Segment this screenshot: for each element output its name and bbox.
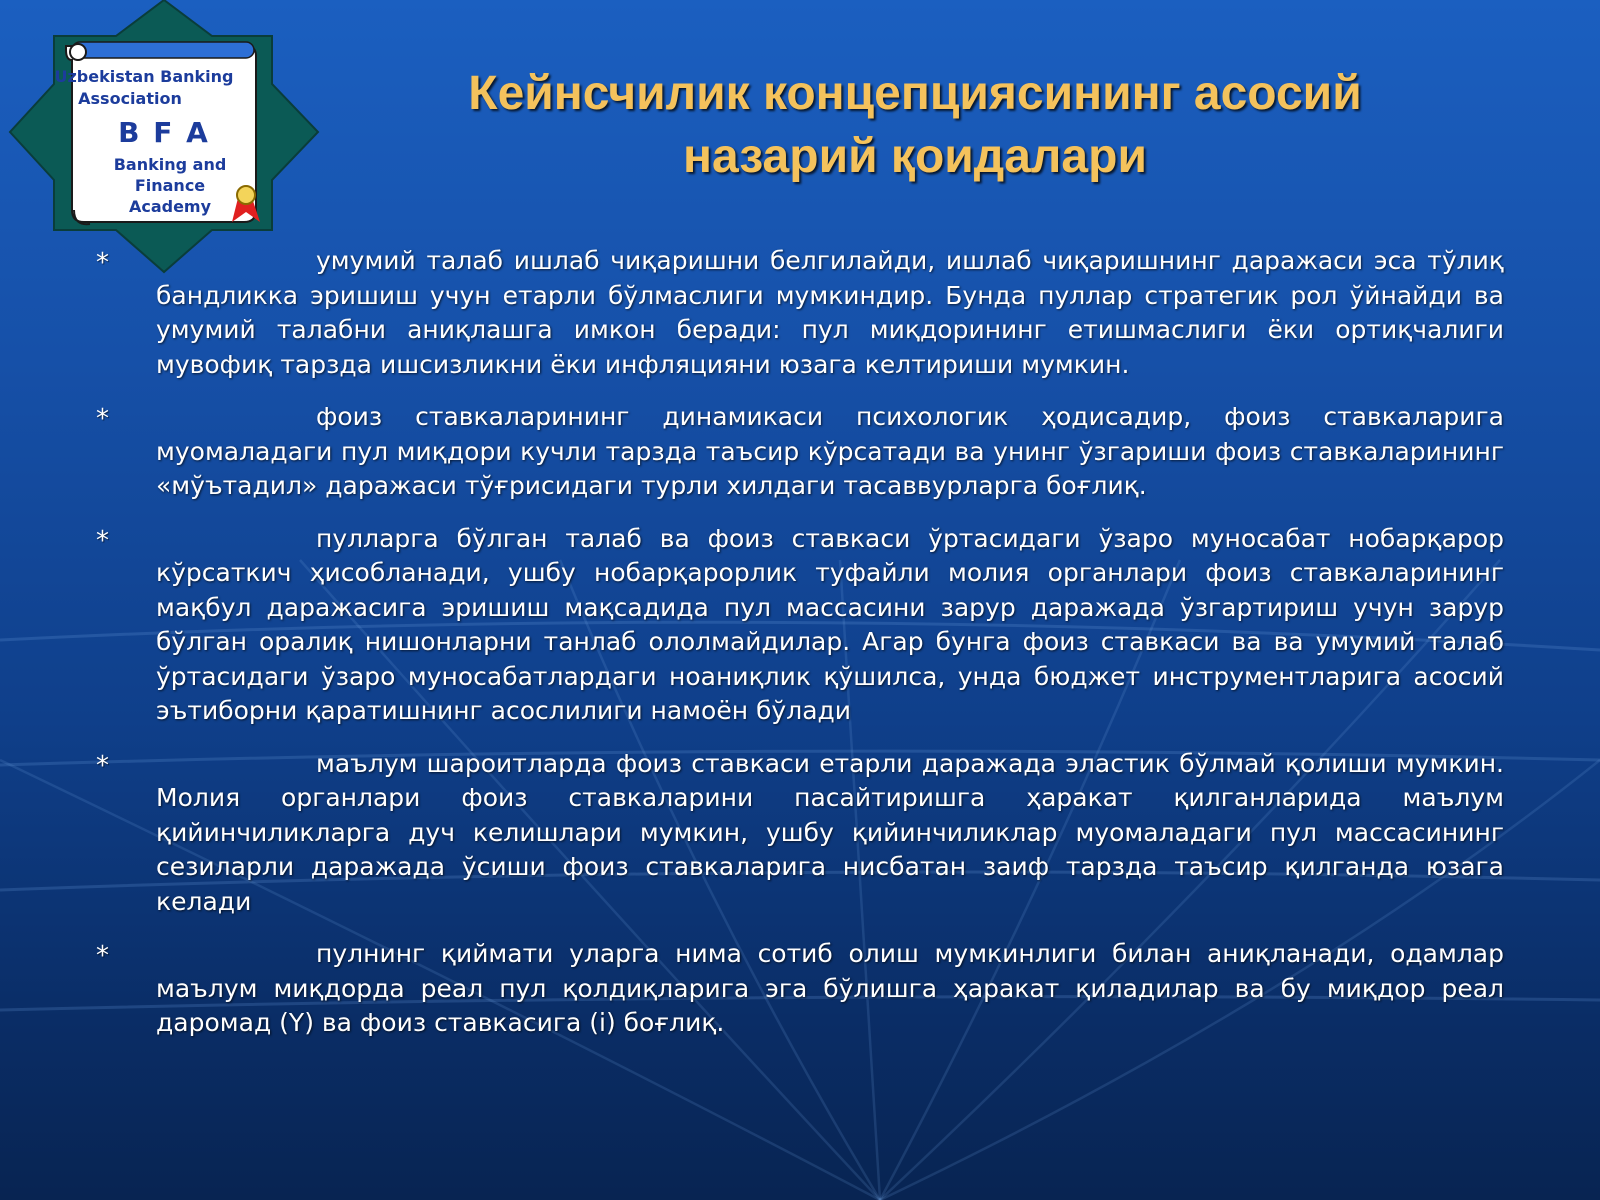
bullet-item <box>0 244 1600 382</box>
bullet-text: пулнинг қиймати уларга нима сотиб олиш мумкинлиги билан аниқланади, одамлар маълум миқдорда реал пул қолдиқларига эга бўлишга ҳаракат қиладилар ва бу миқдор реал даромад (Y) ва фоиз ставкасига (i) боғлиқ. <box>156 939 1504 1037</box>
logo-line-5: Academy <box>128 197 212 216</box>
bullet-item <box>0 400 1600 504</box>
bullet-marker: * <box>96 941 109 971</box>
bullet-item <box>0 937 1600 1041</box>
slide-title <box>380 62 1450 188</box>
bullet-text: маълум шароитларда фоиз ставкаси етарли даражада эластик бўлмай қолиши мумкин. Молия органлари фоиз ставкаларини пасайтиришга ҳаракат қилганларида маълум қийинчиликларга дуч келишлари мумкин, ушбу қийинчиликлар муомаладаги пул массасининг сезиларли даражада ўсиши фоиз ставкаларига нисбатан заиф тарзда таъсир қилганда юзага келади <box>156 748 1504 916</box>
bullet-list <box>0 244 1600 1059</box>
bullet-marker: * <box>96 248 109 278</box>
logo-abbr: B F A <box>118 116 210 149</box>
logo-line-1: Uzbekistan Banking <box>54 67 234 86</box>
bullet-text: фоиз ставкаларининг динамикаси психологик ҳодисадир, фоиз ставкаларига муомаладаги пул миқдори кучли тарзда таъсир кўрсатади ва унинг ўзгариши фоиз ставкаларининг «мўътадил» даражаси тўғрисидаги турли хилдаги тасаввурларга боғлиқ. <box>156 402 1504 500</box>
bullet-marker: * <box>96 750 109 781</box>
title-line-1: Кейнсчилик концепциясининг асосий <box>468 67 1362 120</box>
bullet-item <box>0 522 1600 729</box>
logo-line-3: Banking and <box>113 155 227 174</box>
bullet-text: умумий талаб ишлаб чиқаришни белгилайди, ишлаб чиқаришнинг даражаси эса тўлиқ бандликка эришиш учун етарли бўлмаслиги мумкиндир. Бунда пуллар стратегик рол ўйнайди ва умумий талабни аниқлашга имкон беради: пул миқдорининг етишмаслиги ёки ортиқчалиги мувофиқ тарзда ишсизликни ёки инфляцияни юзага келтириши мумкин. <box>156 246 1504 379</box>
bullet-text: пулларга бўлган талаб ва фоиз ставкаси ўртасидаги ўзаро муносабат нобарқарор кўрсаткич ҳисобланади, ушбу нобарқарорлик туфайли молия органлари фоиз ставкаларининг мақбул даражасига эришиш мақсадида пул массасини зарур даражада ўзгартириш учун зарур бўлган оралиқ нишонларни танлаб ололмайдилар. Агар бунга фоиз ставкаси ва ва умумий талаб ўртасидаги ўзаро муносабатлардаги ноаниқлик қўшилса, унда бюджет инструментларига асосий эътиборни қаратишнинг асослилиги намоён бўлади <box>156 523 1504 725</box>
bfa-logo <box>6 0 322 276</box>
bullet-marker: * <box>96 525 109 556</box>
bullet-marker: * <box>96 404 109 434</box>
title-line-2: назарий қоидалари <box>683 130 1147 183</box>
bullet-item <box>0 747 1600 920</box>
logo-line-2: Association <box>78 89 182 108</box>
logo-line-4: Finance <box>134 176 206 195</box>
